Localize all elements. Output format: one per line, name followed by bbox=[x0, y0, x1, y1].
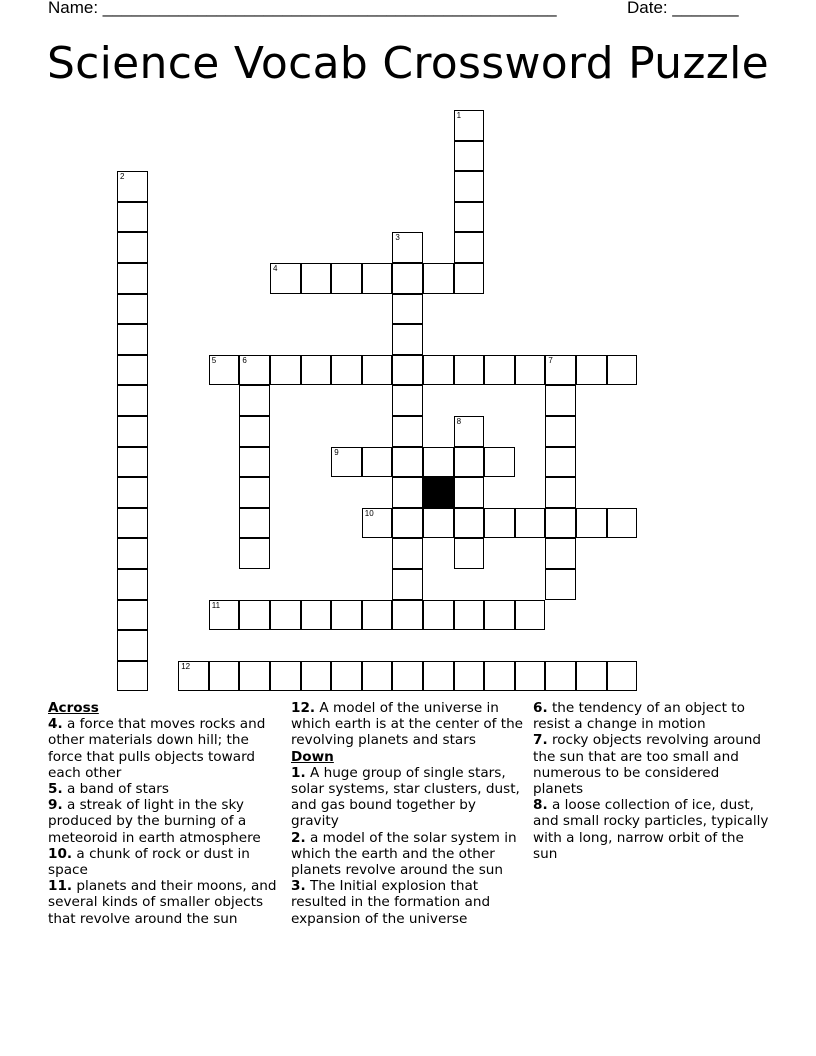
clue-number-label: 9 bbox=[334, 447, 339, 457]
crossword-cell[interactable] bbox=[423, 661, 454, 692]
crossword-cell[interactable] bbox=[545, 447, 576, 478]
crossword-cell[interactable] bbox=[454, 110, 485, 141]
crossword-cell[interactable] bbox=[117, 202, 148, 233]
crossword-cell[interactable] bbox=[362, 600, 393, 631]
crossword-cell[interactable] bbox=[117, 630, 148, 661]
crossword-cell[interactable] bbox=[270, 661, 301, 692]
crossword-cell[interactable] bbox=[576, 661, 607, 692]
clue-down-1 bbox=[291, 765, 527, 830]
crossword-cell[interactable] bbox=[301, 661, 332, 692]
crossword-cell[interactable] bbox=[423, 355, 454, 386]
crossword-cell[interactable] bbox=[454, 232, 485, 263]
crossword-cell[interactable] bbox=[484, 508, 515, 539]
clue-text: the tendency of an object to resist a change in motion bbox=[533, 700, 745, 733]
crossword-cell[interactable] bbox=[515, 355, 546, 386]
clue-number: 6. bbox=[533, 700, 548, 716]
crossword-cell[interactable] bbox=[392, 232, 423, 263]
clue-text: a chunk of rock or dust in space bbox=[48, 845, 250, 879]
crossword-cell[interactable] bbox=[239, 538, 270, 569]
crossword-cell[interactable] bbox=[392, 600, 423, 631]
crossword-cell[interactable] bbox=[423, 600, 454, 631]
crossword-cell[interactable] bbox=[392, 569, 423, 600]
crossword-cell[interactable] bbox=[331, 355, 362, 386]
clue-number-label: 2 bbox=[120, 172, 125, 182]
crossword-cell[interactable] bbox=[545, 477, 576, 508]
crossword-cell[interactable] bbox=[117, 324, 148, 355]
crossword-cell[interactable] bbox=[117, 171, 148, 202]
crossword-cell[interactable] bbox=[117, 416, 148, 447]
clue-number: 9. bbox=[48, 797, 63, 814]
crossword-cell[interactable] bbox=[454, 447, 485, 478]
crossword-cell[interactable] bbox=[362, 355, 393, 386]
crossword-cell[interactable] bbox=[545, 569, 576, 600]
clue-number-label: 12 bbox=[181, 661, 191, 671]
clue-across-10 bbox=[48, 846, 284, 878]
crossword-cell[interactable] bbox=[270, 263, 301, 294]
crossword-cell[interactable] bbox=[117, 538, 148, 569]
crossword-cell[interactable] bbox=[301, 600, 332, 631]
crossword-cell[interactable] bbox=[239, 477, 270, 508]
crossword-cell[interactable] bbox=[239, 600, 270, 631]
crossword-cell[interactable] bbox=[117, 232, 148, 263]
crossword-cell[interactable] bbox=[484, 600, 515, 631]
clue-across-11 bbox=[48, 878, 284, 927]
name-field[interactable]: Name: ________________________________________________ bbox=[48, 0, 557, 17]
crossword-cell[interactable] bbox=[362, 508, 393, 539]
clue-number: 8. bbox=[533, 797, 548, 814]
clue-down-7 bbox=[533, 732, 769, 797]
clue-number-label: 7 bbox=[548, 355, 553, 365]
clue-text: a force that moves rocks and other materials down hill; the force that pulls objects toward each other bbox=[48, 716, 266, 781]
crossword-cell[interactable] bbox=[301, 355, 332, 386]
crossword-cell[interactable] bbox=[515, 661, 546, 692]
clue-down-8 bbox=[533, 797, 769, 862]
crossword-cell[interactable] bbox=[392, 508, 423, 539]
across-heading: Across bbox=[48, 700, 99, 716]
clue-across-12 bbox=[291, 700, 527, 749]
crossword-cell[interactable] bbox=[545, 355, 576, 386]
clue-text: A huge group of single stars, solar systems, star clusters, dust, and gas bound together by gravity bbox=[291, 764, 520, 830]
clue-number-label: 10 bbox=[364, 508, 374, 518]
crossword-cell[interactable] bbox=[454, 600, 485, 631]
crossword-cell[interactable] bbox=[362, 263, 393, 294]
clue-across-9 bbox=[48, 797, 284, 846]
crossword-cell[interactable] bbox=[545, 508, 576, 539]
clue-number-label: 8 bbox=[456, 417, 462, 426]
crossword-cell[interactable] bbox=[209, 661, 240, 692]
crossword-cell[interactable] bbox=[178, 661, 209, 692]
crossword-cell[interactable] bbox=[545, 538, 576, 569]
clue-number: 12. bbox=[291, 700, 316, 716]
crossword-cell[interactable] bbox=[209, 600, 240, 631]
crossword-cell[interactable] bbox=[239, 508, 270, 539]
clue-text: a loose collection of ice, dust, and small rocky particles, typically with a long, narrow orbit of the sun bbox=[533, 797, 769, 862]
clue-number: 5. bbox=[48, 781, 63, 798]
clue-number: 3. bbox=[291, 878, 306, 895]
crossword-cell[interactable] bbox=[117, 263, 148, 294]
clue-text: rocky objects revolving around the sun that are too small and numerous to be considered planets bbox=[533, 732, 762, 798]
clue-number: 1. bbox=[291, 764, 306, 781]
clues-column-3 bbox=[533, 700, 769, 862]
crossword-cell[interactable] bbox=[545, 416, 576, 447]
crossword-cell[interactable] bbox=[117, 294, 148, 325]
crossword-cell[interactable] bbox=[239, 416, 270, 447]
clue-number-label: 5 bbox=[211, 355, 217, 365]
crossword-cell[interactable] bbox=[454, 355, 485, 386]
crossword-cell[interactable] bbox=[576, 508, 607, 539]
crossword-cell[interactable] bbox=[117, 447, 148, 478]
crossword-cell[interactable] bbox=[392, 355, 423, 386]
crossword-cell[interactable] bbox=[392, 324, 423, 355]
crossword-cell[interactable] bbox=[331, 600, 362, 631]
clue-number: 7. bbox=[533, 732, 548, 749]
clue-number: 4. bbox=[48, 716, 63, 733]
crossword-cell[interactable] bbox=[362, 661, 393, 692]
crossword-cell[interactable] bbox=[362, 447, 393, 478]
crossword-cell[interactable] bbox=[270, 600, 301, 631]
clues-column-2 bbox=[291, 700, 527, 927]
crossword-cell[interactable] bbox=[454, 141, 485, 172]
clue-down-6 bbox=[533, 700, 769, 732]
crossword-cell[interactable] bbox=[301, 263, 332, 294]
crossword-cell[interactable] bbox=[392, 416, 423, 447]
crossword-cell[interactable] bbox=[454, 202, 485, 233]
crossword-cell[interactable] bbox=[117, 508, 148, 539]
crossword-cell[interactable] bbox=[117, 385, 148, 416]
crossword-cell[interactable] bbox=[484, 447, 515, 478]
clue-text: planets and their moons, and several kinds of smaller objects that revolve around the sun bbox=[48, 878, 277, 927]
crossword-cell[interactable] bbox=[423, 263, 454, 294]
crossword-cell[interactable] bbox=[576, 355, 607, 386]
clue-across-4 bbox=[48, 716, 284, 781]
crossword-cell[interactable] bbox=[607, 355, 638, 386]
crossword-cell[interactable] bbox=[454, 661, 485, 692]
clue-across-5 bbox=[48, 781, 284, 797]
date-field[interactable]: Date: _______ bbox=[627, 0, 739, 17]
crossword-cell[interactable] bbox=[392, 263, 423, 294]
crossword-cell[interactable] bbox=[117, 569, 148, 600]
clue-number: 11. bbox=[48, 878, 73, 895]
clue-number: 10. bbox=[48, 845, 73, 862]
crossword-cell[interactable] bbox=[117, 661, 148, 692]
crossword-cell[interactable] bbox=[331, 447, 362, 478]
crossword-cell[interactable] bbox=[607, 508, 638, 539]
crossword-cell[interactable] bbox=[454, 477, 485, 508]
crossword-cell[interactable] bbox=[454, 171, 485, 202]
clue-number-label: 4 bbox=[273, 264, 278, 273]
crossword-cell[interactable] bbox=[392, 477, 423, 508]
crossword-cell[interactable] bbox=[515, 508, 546, 539]
crossword-cell[interactable] bbox=[454, 263, 485, 294]
crossword-cell[interactable] bbox=[209, 355, 240, 386]
crossword-cell[interactable] bbox=[331, 263, 362, 294]
crossword-cell[interactable] bbox=[239, 355, 270, 386]
crossword-cell[interactable] bbox=[117, 600, 148, 631]
crossword-cell[interactable] bbox=[423, 447, 454, 478]
crossword-cell[interactable] bbox=[545, 385, 576, 416]
crossword-cell[interactable] bbox=[392, 447, 423, 478]
crossword-cell[interactable] bbox=[454, 416, 485, 447]
crossword-cell[interactable] bbox=[515, 600, 546, 631]
crossword-cell[interactable] bbox=[331, 661, 362, 692]
crossword-cell[interactable] bbox=[484, 355, 515, 386]
clue-text: a streak of light in the sky produced by the burning of a meteoroid in earth atmosphere bbox=[48, 797, 261, 846]
crossword-cell[interactable] bbox=[239, 661, 270, 692]
crossword-cell[interactable] bbox=[392, 538, 423, 569]
crossword-cell[interactable] bbox=[239, 447, 270, 478]
clue-down-3 bbox=[291, 878, 527, 927]
crossword-cell[interactable] bbox=[392, 385, 423, 416]
crossword-cell[interactable] bbox=[392, 294, 423, 325]
page-title: Science Vocab Crossword Puzzle bbox=[46, 38, 770, 89]
crossword-cell[interactable] bbox=[117, 355, 148, 386]
crossword-cell[interactable] bbox=[484, 661, 515, 692]
clue-number-label: 1 bbox=[456, 111, 462, 120]
clue-text: The Initial explosion that resulted in the formation and expansion of the universe bbox=[291, 878, 491, 927]
clue-number: 2. bbox=[291, 829, 306, 846]
down-heading: Down bbox=[291, 748, 334, 765]
crossword-cell[interactable] bbox=[423, 508, 454, 539]
crossword-cell[interactable] bbox=[270, 355, 301, 386]
crossword-cell[interactable] bbox=[454, 538, 485, 569]
clue-number-label: 6 bbox=[242, 355, 247, 365]
clue-text: a band of stars bbox=[66, 781, 169, 798]
clue-text: a model of the solar system in which the earth and the other planets revolve around the sun bbox=[291, 829, 517, 879]
crossword-cell[interactable] bbox=[545, 661, 576, 692]
crossword-cell[interactable] bbox=[392, 661, 423, 692]
clues-column-1 bbox=[48, 700, 284, 927]
clue-text: A model of the universe in which earth is at the center of the revolving planets and stars bbox=[291, 700, 524, 749]
clue-number-label: 3 bbox=[395, 233, 400, 243]
crossword-cell[interactable] bbox=[117, 477, 148, 508]
crossword-cell[interactable] bbox=[239, 385, 270, 416]
clue-number-label: 11 bbox=[211, 600, 221, 610]
crossword-cell[interactable] bbox=[454, 508, 485, 539]
clue-down-2 bbox=[291, 830, 527, 879]
crossword-cell[interactable] bbox=[607, 661, 638, 692]
blocked-cell bbox=[423, 477, 454, 508]
